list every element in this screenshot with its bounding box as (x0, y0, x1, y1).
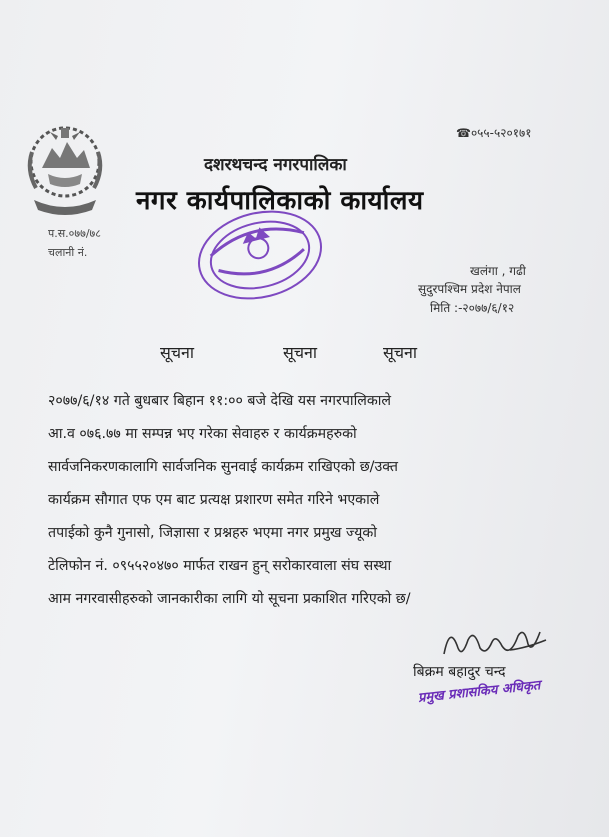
handwritten-signature (440, 618, 550, 664)
body-line: कार्यक्रम सौगात एफ एम बाट प्रत्यक्ष प्रशारण समेत गरिने भएकाले (48, 492, 380, 508)
office-title: नगर कार्यपालिकाको कार्यालय (136, 186, 424, 216)
signer-name: बिक्रम बहादुर चन्द (413, 664, 506, 680)
notice-date: मिति :-२०७७/६/१२ (430, 301, 515, 315)
body-line: आम नगरवासीहरुको जानकारीका लागि यो सूचना प्रकाशित गरिएको छ/ (48, 591, 411, 607)
signer-designation-stamp: प्रमुख प्रशासकिय अधिकृत (417, 678, 542, 706)
reference-number: प.स.०७७/७८ (48, 227, 101, 240)
body-line: टेलिफोन नं. ०९५५२०४७० मार्फत राखन हुन् सरोकारवाला संघ सस्था (48, 558, 392, 574)
notice-heading: सूचना (283, 343, 318, 362)
dispatch-number: चलानी नं. (48, 246, 88, 259)
office-seal-stamp (190, 200, 330, 310)
body-line: २०७७/६/१४ गते बुधबार बिहान ११:०० बजे देखि यस नगरपालिकाले (48, 393, 392, 409)
phone-number: ☎०५५-५२०१७१ (456, 126, 532, 140)
body-line: आ.व ०७६.७७ मा सम्पन्न भए गरेका सेवाहरु र कार्यक्रमहरुको (48, 426, 357, 442)
address-line-2: सुदुरपश्चिम प्रदेश नेपाल (418, 282, 521, 296)
notice-heading: सूचना (160, 343, 195, 362)
body-line: तपाईको कुनै गुनासो, जिज्ञासा र प्रश्नहरु भएमा नगर प्रमुख ज्यूको (48, 525, 377, 541)
notice-heading: सूचना (383, 343, 418, 362)
nepal-emblem-icon (22, 122, 108, 222)
municipality-name: दशरथचन्द नगरपालिका (204, 155, 347, 175)
address-line-1: खलंगा , गढी (470, 264, 526, 278)
body-line: सार्वजनिकरणकालागि सार्वजनिक सुनवाई कार्यक्रम राखिएको छ/उक्त (48, 459, 398, 475)
